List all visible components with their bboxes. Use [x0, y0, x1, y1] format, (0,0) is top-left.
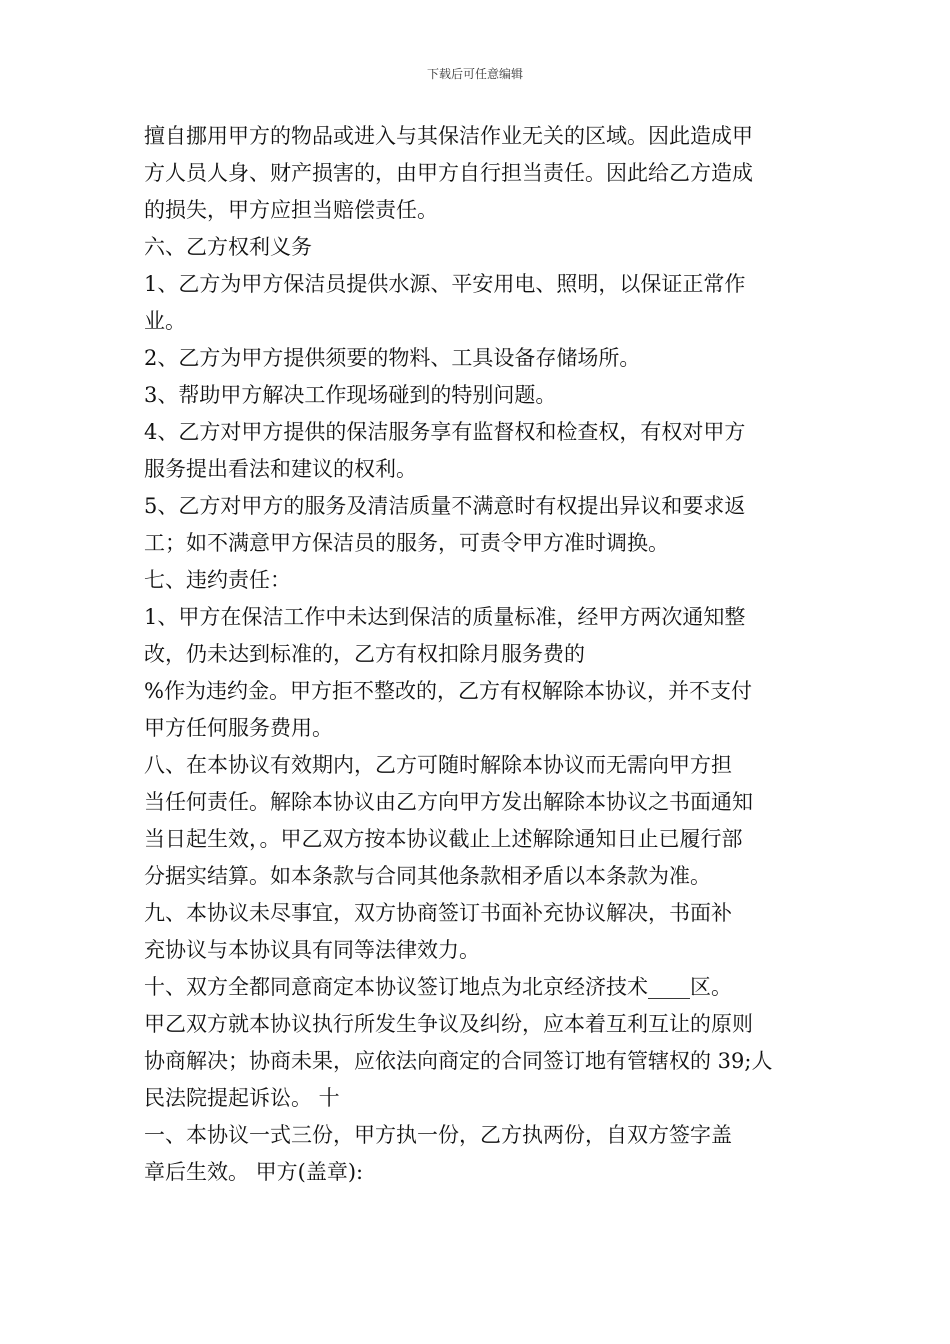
document-body [144, 118, 810, 1191]
text-line: 民法院提起诉讼。 十 [144, 1086, 340, 1110]
text-line: 业。 [144, 309, 186, 333]
text-line: 分据实结算。如本条款与合同其他条款相矛盾以本条款为准。 [144, 864, 711, 888]
text-line: 八、在本协议有效期内，乙方可随时解除本协议而无需向甲方担 [144, 753, 732, 777]
text-line: 甲乙双方就本协议执行所发生争议及纠纷，应本着互利互让的原则 [144, 1012, 753, 1036]
text-line: 十、双方全都同意商定本协议签订地点为北京经济技术____区。 [144, 975, 732, 999]
text-line: 工；如不满意甲方保洁员的服务，可责令甲方准时调换。 [144, 531, 669, 555]
text-line: 九、本协议未尽事宜，双方协商签订书面补充协议解决，书面补 [144, 901, 732, 925]
text-line: 当日起生效，。甲乙双方按本协议截止上述解除通知日止已履行部 [144, 827, 743, 851]
text-line: 章后生效。 甲方(盖章): [144, 1160, 364, 1184]
text-line: 2、乙方为甲方提供须要的物料、工具设备存储场所。 [144, 346, 641, 370]
text-line: 4、乙方对甲方提供的保洁服务享有监督权和检查权，有权对甲方 [144, 420, 746, 444]
text-line: 充协议与本协议具有同等法律效力。 [144, 938, 480, 962]
section-heading: 七、违约责任： [144, 568, 291, 592]
text-line: 3、帮助甲方解决工作现场碰到的特别问题。 [144, 383, 557, 407]
text-line: 协商解决；协商未果，应依法向商定的合同签订地有管辖权的 39;人 [144, 1049, 773, 1073]
text-line: 擅自挪用甲方的物品或进入与其保洁作业无关的区域。因此造成甲 [144, 124, 753, 148]
text-line: 1、甲方在保洁工作中未达到保洁的质量标准，经甲方两次通知整 [144, 605, 746, 629]
text-line: 服务提出看法和建议的权利。 [144, 457, 417, 481]
text-line: 的损失，甲方应担当赔偿责任。 [144, 198, 438, 222]
text-line: 1、乙方为甲方保洁员提供水源、平安用电、照明，以保证正常作 [144, 272, 746, 296]
text-line: 改，仍未达到标准的，乙方有权扣除月服务费的 [144, 642, 585, 666]
text-line: 5、乙方对甲方的服务及清洁质量不满意时有权提出异议和要求返 [144, 494, 746, 518]
page-header: 下载后可任意编辑 [426, 67, 523, 81]
text-line: 当任何责任。解除本协议由乙方向甲方发出解除本协议之书面通知 [144, 790, 753, 814]
text-line: 甲方任何服务费用。 [144, 716, 333, 740]
section-heading: 六、乙方权利义务 [144, 235, 312, 259]
text-line: 方人员人身、财产损害的，由甲方自行担当责任。因此给乙方造成 [144, 161, 753, 185]
text-line: 一、本协议一式三份，甲方执一份，乙方执两份，自双方签字盖 [144, 1123, 732, 1147]
text-line: %作为违约金。甲方拒不整改的，乙方有权解除本协议，并不支付 [144, 679, 752, 703]
